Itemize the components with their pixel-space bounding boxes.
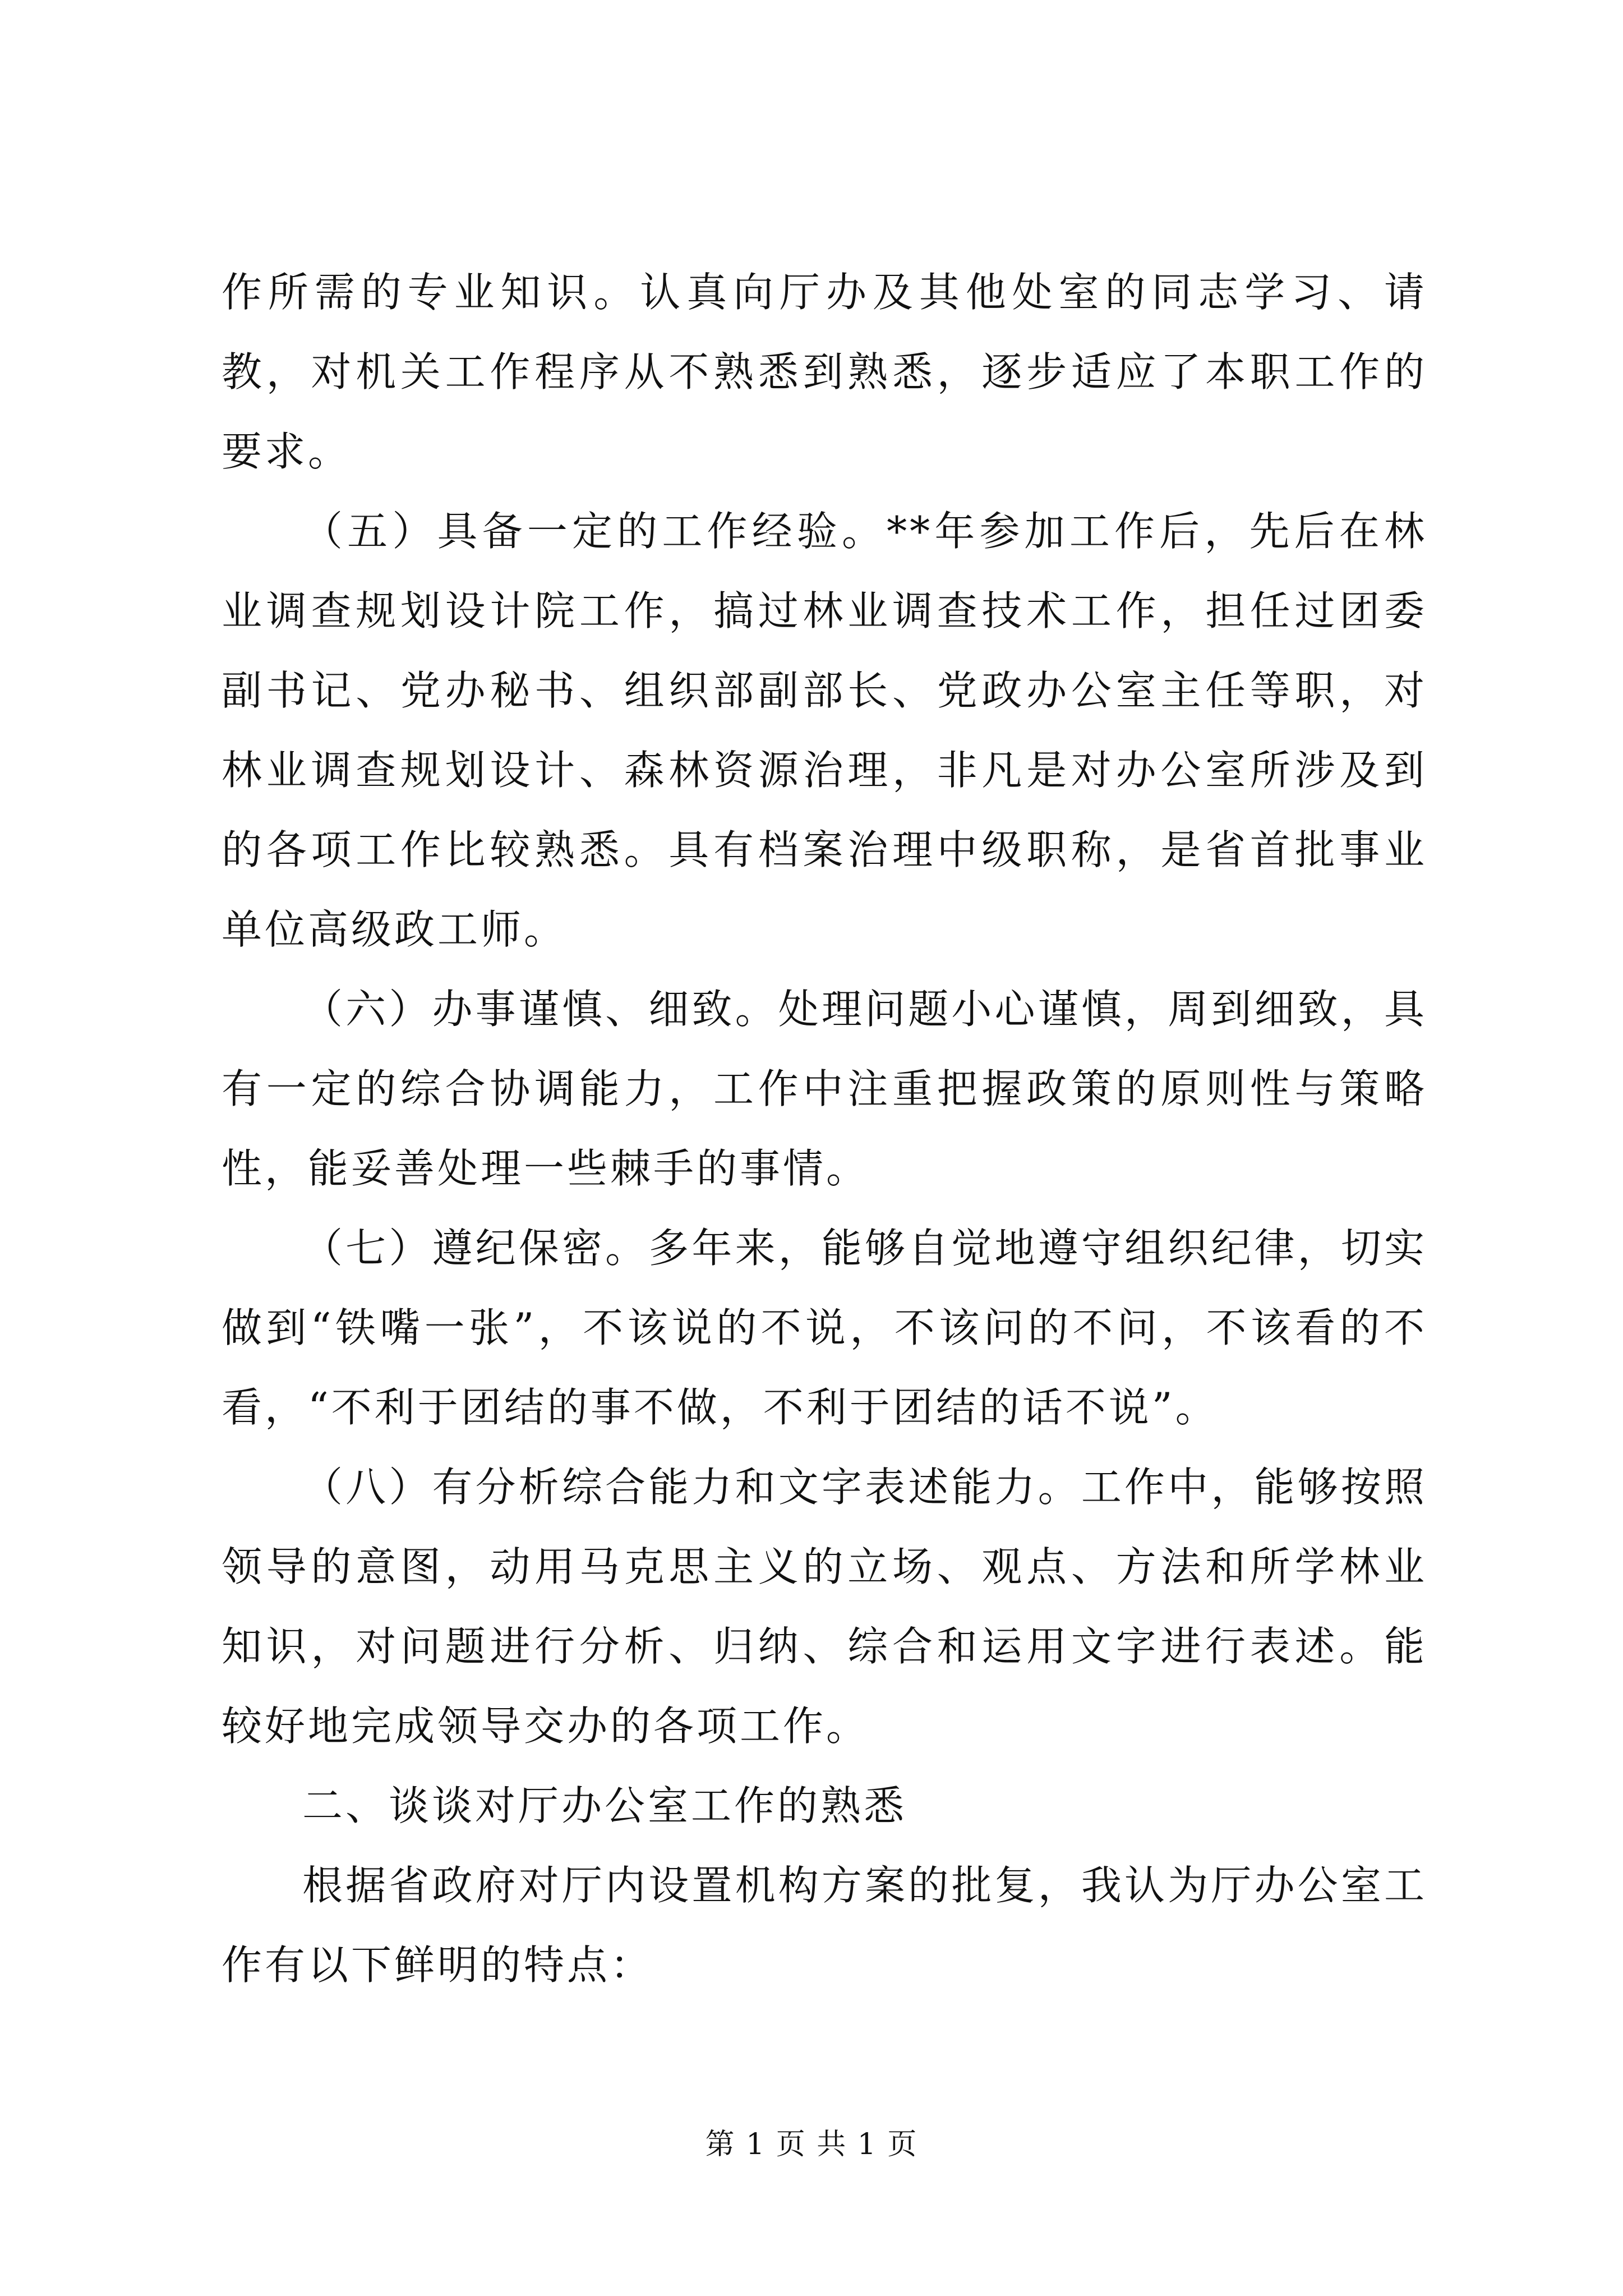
page-footer — [0, 2120, 1623, 2162]
section-2-heading: 二、谈谈对厅办公室工作的熟悉 — [302, 1782, 907, 1829]
paragraph-item-8-analysis-writing: （八）有分析综合能力和文字表述能力。工作中，能够按照领导的意图，动用马克思主义的立场、观点、方法和所学林业知识，对问题进行分析、归纳、综合和运用文字进行表述。能较好地完成领导交办的各项工作。 — [222, 1464, 1427, 1750]
paragraph-section-2-intro: 根据省政府对厅内设置机构方案的批复，我认为厅办公室工作有以下鲜明的特点： — [222, 1862, 1427, 1989]
document-body — [222, 252, 1427, 2005]
paragraph-item-5-experience: （五）具备一定的工作经验。**年参加工作后，先后在林业调查规划设计院工作，搞过林业调查技术工作，担任过团委副书记、党办秘书、组织部副部长、党政办公室主任等职，对林业调查规划设计、森林资源治理，非凡是对办公室所涉及到的各项工作比较熟悉。具有档案治理中级职称，是省首批事业单位高级政工师。 — [222, 508, 1427, 953]
paragraph-item-6-prudence: （六）办事谨慎、细致。处理问题小心谨慎，周到细致，具有一定的综合协调能力，工作中注重把握政策的原则性与策略性，能妥善处理一些棘手的事情。 — [222, 986, 1427, 1192]
page-number-label: 第 1 页 共 1 页 — [705, 2128, 918, 2161]
paragraph-item-7-confidentiality: （七）遵纪保密。多年来，能够自觉地遵守组织纪律，切实做到“铁嘴一张”，不该说的不说，不该问的不问，不该看的不看，“不利于团结的事不做，不利于团结的话不说”。 — [222, 1225, 1427, 1431]
paragraph-continuation: 作所需的专业知识。认真向厅办及其他处室的同志学习、请教，对机关工作程序从不熟悉到熟悉，逐步适应了本职工作的要求。 — [222, 269, 1427, 475]
